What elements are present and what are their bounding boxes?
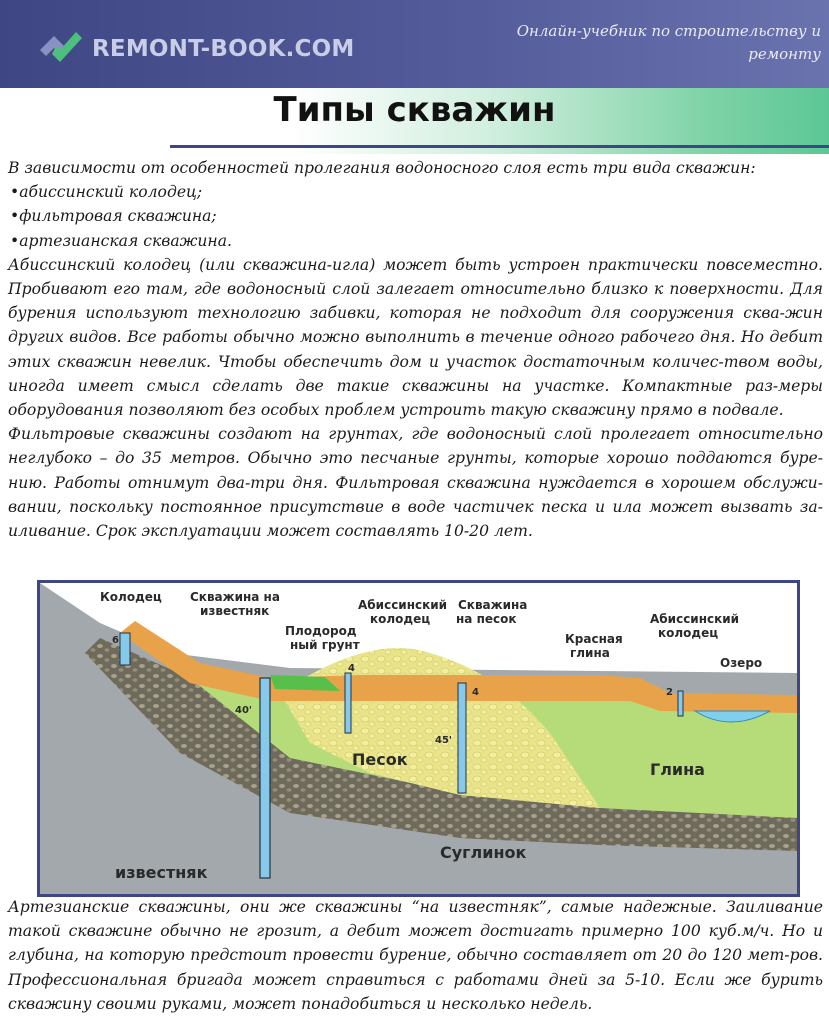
label-loam: Суглинок <box>440 843 527 862</box>
tagline-line-2: ремонту <box>748 45 821 63</box>
site-header <box>0 0 829 88</box>
label-sand: Песок <box>352 750 408 769</box>
label-red-clay-2: глина <box>570 646 610 660</box>
paragraph-artesian: Артезианские скважины, они же скважины “на известняк”, самые надежные. Заиливание такой скважине обычно не грозит, а дебит может достигать примерно 100 куб.м/ч. Но и глубина, на которую предстоит провести бурение, обычно составляет от 20 до 120 мет-ров. Профессиональная бригада может справиться с работами дней за 5-10. Если же бурить скважину своими руками, может понадобиться и несколько недель. <box>8 898 823 1013</box>
label-abyssinian-right-2: колодец <box>658 626 719 640</box>
page-title: Типы скважин <box>273 90 556 130</box>
label-limestone-well-1: Скважина на <box>190 590 280 604</box>
label-red-clay-1: Красная <box>565 632 623 646</box>
paragraph-filter: Фильтровые скважины создают на грунтах, где водоносный слой пролегает относительно неглубоко – до 35 метров. Обычно это песчаные грунты, которые хорошо поддаются буре-нию. Работы отнимут два-три дня. Фильтровая скважина нуждается в хорошем обслужи-вании, поскольку постоянное присутствие в воде частичек песка и ила может вызвать за-иливание. Срок эксплуатации может составлять 10-20 лет. <box>8 425 823 541</box>
abyssinian-well-shaft <box>345 673 351 733</box>
label-clay: Глина <box>650 760 705 779</box>
sand-well-shaft <box>458 683 466 793</box>
logo-icon <box>36 28 92 68</box>
article-artesian <box>8 895 823 1016</box>
label-lake: Озеро <box>720 656 763 670</box>
label-n6: 6 <box>112 635 119 646</box>
intro-lead: В зависимости от особенностей пролегания водоносного слоя есть три вида скважин: <box>8 159 756 177</box>
wells-diagram-svg <box>40 583 797 894</box>
label-well: Колодец <box>100 590 162 604</box>
tagline-line-1: Онлайн-учебник по строительству и <box>516 22 821 40</box>
label-n4: 4 <box>348 663 355 674</box>
label-n2: 2 <box>666 687 673 698</box>
label-abyssinian-2: колодец <box>370 612 431 626</box>
label-sand-well-2: на песок <box>456 612 517 626</box>
label-limestone: известняк <box>115 863 208 882</box>
label-limestone-well-2: известняк <box>200 604 270 618</box>
bullet-item: •абиссинский колодец; <box>10 183 203 202</box>
article-intro <box>8 156 823 543</box>
logo-text[interactable]: REMONT-BOOK.COM <box>92 36 355 62</box>
bullet-item: •фильтровая скважина; <box>10 207 217 226</box>
abyssinian-right-shaft <box>678 691 683 716</box>
label-n4: 4 <box>472 687 479 698</box>
well-shaft <box>120 633 130 665</box>
paragraph-abyssinian: Абиссинский колодец (или скважина-игла) может быть устроен практически повсеместно. Пробивают его там, где водоносный слой залегает относительно близко к поверхности. Для бурения используют технологию забивки, которая не подходит для сооружения сква-жин других видов. Все работы обычно можно выполнить в течение одного рабочего дня. Но дебит этих скважин невелик. Чтобы обеспечить дом и участок достаточным количес-твом воды, иногда имеет смысл сделать две такие скважины на участке. Компактные раз-меры оборудования позволяют без особых проблем устроить такую скважину прямо в подвале. <box>8 255 823 420</box>
label-depth-45: 45' <box>435 735 452 746</box>
limestone-well-shaft <box>260 678 270 878</box>
site-tagline <box>461 20 821 66</box>
wells-diagram <box>37 580 800 897</box>
title-underline <box>170 145 829 148</box>
label-fertile-1: Плодород <box>285 624 357 638</box>
label-sand-well-1: Скважина <box>458 598 528 612</box>
label-abyssinian-right-1: Абиссинский <box>650 612 740 626</box>
label-fertile-2: ный грунт <box>290 638 360 652</box>
label-abyssinian-1: Абиссинский <box>358 598 448 612</box>
label-depth-40: 40' <box>235 705 252 716</box>
bullet-item: •артезианская скважина. <box>10 231 232 250</box>
